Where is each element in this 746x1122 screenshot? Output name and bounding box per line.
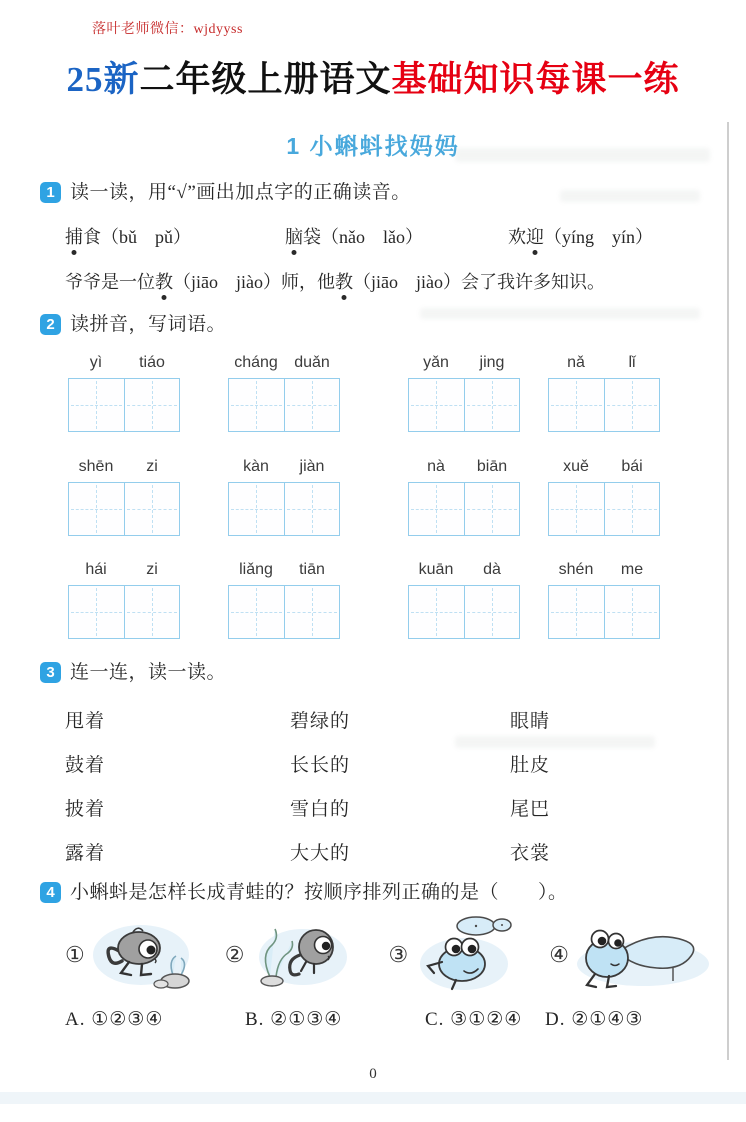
question-2-prompt: 读拼音，写词语。 (70, 314, 227, 335)
pinyin-label (548, 458, 660, 482)
dotted-character: 教 (155, 272, 173, 292)
pinyin-syllable: nǎ (567, 354, 585, 371)
writing-grid-box[interactable] (408, 585, 520, 639)
title-part-red: 基础知识每课一练 (391, 60, 680, 99)
pinyin-label (228, 458, 340, 482)
writing-cell[interactable] (284, 379, 340, 431)
match-item-left[interactable]: 露着 (65, 843, 106, 864)
question-3 (40, 660, 726, 864)
pinyin-word-group (228, 561, 340, 639)
writing-cell[interactable] (549, 379, 604, 431)
writing-cell[interactable] (124, 586, 180, 638)
match-item-right[interactable]: 尾巴 (510, 799, 551, 820)
tadpole-with-hind-legs-illustration (89, 915, 199, 995)
match-item-right[interactable]: 衣裳 (510, 843, 551, 864)
question-4-prompt: 小蝌蚪是怎样长成青蛙的？按顺序排列正确的是（ ）。 (70, 882, 568, 903)
dotted-character: 教 (334, 272, 353, 292)
dotted-character: 脑 (285, 227, 303, 247)
pinyin-syllable: tiān (299, 561, 325, 578)
title-part-black: 二年级上册语文 (139, 60, 392, 99)
pinyin-word-group (408, 458, 520, 536)
question-1 (40, 180, 726, 292)
word-pinyin-options: 食（bǔ pǔ） (83, 227, 191, 247)
writing-cell[interactable] (229, 483, 284, 535)
pinyin-syllable: kàn (243, 458, 269, 475)
pinyin-label (228, 561, 340, 585)
match-item-middle[interactable]: 雪白的 (290, 799, 351, 820)
writing-cell[interactable] (464, 379, 520, 431)
pinyin-syllable: nà (427, 458, 445, 475)
writing-cell[interactable] (284, 483, 340, 535)
pinyin-label (408, 354, 520, 378)
answer-options (40, 1008, 726, 1036)
pinyin-word-group (228, 458, 340, 536)
writing-cell[interactable] (604, 586, 660, 638)
question-1-word-row (40, 205, 726, 249)
figure-3-label: ③ (388, 941, 409, 967)
question-4-header (40, 880, 726, 905)
match-item-left[interactable]: 披着 (65, 799, 106, 820)
writing-grid-box[interactable] (228, 378, 340, 432)
pinyin-label (408, 458, 520, 482)
pinyin-word-group (548, 458, 660, 536)
question-1-sentence[interactable] (65, 268, 726, 294)
pinyin-syllable: biān (476, 458, 508, 475)
sentence-segment: （jiāo jiào）会了我许多知识。 (352, 272, 605, 292)
writing-grid-box[interactable] (228, 585, 340, 639)
scan-bottom-shadow (0, 1092, 746, 1104)
pinyin-syllable: lǐ (628, 354, 636, 371)
pinyin-label (548, 561, 660, 585)
question-1-prompt: 读一读，用“√”画出加点字的正确读音。 (70, 182, 411, 203)
match-item-middle[interactable]: 长长的 (290, 755, 351, 776)
figure-stage-2 (225, 915, 349, 995)
pinyin-syllable: liǎng (239, 561, 273, 578)
figure-stage-4 (549, 912, 713, 997)
match-item-left[interactable]: 甩着 (65, 711, 106, 732)
question-1-number-badge: 1 (40, 182, 61, 203)
pinyin-label (408, 561, 520, 585)
pinyin-syllable: shēn (78, 458, 114, 475)
lesson-title: 1 小蝌蚪找妈妈 (286, 133, 460, 159)
pinyin-label (228, 354, 340, 378)
froglet-with-lily-pads-illustration (412, 912, 527, 997)
question-3-number-badge: 3 (40, 662, 61, 683)
pinyin-label (68, 354, 180, 378)
match-item-left[interactable]: 鼓着 (65, 755, 106, 776)
match-item-right[interactable]: 肚皮 (510, 755, 551, 776)
pinyin-syllable: xuě (563, 458, 589, 475)
pinyin-syllable: dà (483, 561, 501, 578)
writing-cell[interactable] (604, 483, 660, 535)
question-3-prompt: 连一连，读一读。 (70, 662, 227, 683)
pinyin-word-group (68, 561, 180, 639)
pinyin-syllable: shén (558, 561, 594, 578)
pinyin-syllable: bái (621, 458, 643, 475)
writing-grid-box[interactable] (408, 378, 520, 432)
pinyin-word-group (548, 354, 660, 432)
question-2-header (40, 312, 726, 337)
pinyin-syllable: hái (85, 561, 107, 578)
match-item-right[interactable]: 眼睛 (510, 711, 551, 732)
pronunciation-choice-item[interactable] (285, 223, 423, 249)
pinyin-label (548, 354, 660, 378)
pinyin-syllable: jiàn (299, 458, 325, 475)
word-pinyin-options: 袋（nǎo lǎo） (303, 227, 423, 247)
question-2-number-badge: 2 (40, 314, 61, 335)
option-b[interactable]: B. ②①③④ (245, 1009, 343, 1030)
writing-grid-box[interactable] (408, 482, 520, 536)
page-title (0, 52, 746, 102)
writing-cell[interactable] (69, 483, 124, 535)
pronunciation-choice-item[interactable] (508, 223, 653, 249)
writing-cell[interactable] (409, 586, 464, 638)
pinyin-syllable: tiáo (139, 354, 165, 371)
question-3-header (40, 660, 726, 685)
writing-cell[interactable] (124, 379, 180, 431)
pinyin-word-group (68, 354, 180, 432)
pinyin-syllable: duǎn (294, 354, 330, 371)
word-pinyin-options: （yíng yín） (544, 227, 654, 247)
tadpole-with-seaweed-illustration (248, 915, 348, 995)
writing-cell[interactable] (284, 586, 340, 638)
pinyin-syllable: yì (89, 354, 103, 371)
writing-grid-box[interactable] (548, 378, 660, 432)
writing-cell[interactable] (549, 483, 604, 535)
writing-cell[interactable] (604, 379, 660, 431)
option-a[interactable]: A. ①②③④ (65, 1009, 164, 1030)
title-part-blue: 25新 (66, 60, 140, 99)
question-4-number-badge: 4 (40, 882, 61, 903)
dotted-character: 捕 (65, 227, 83, 247)
figure-4-label: ④ (549, 941, 569, 967)
page-number: 0 (369, 1066, 377, 1082)
match-item-middle[interactable]: 碧绿的 (290, 711, 351, 732)
writing-grid-box[interactable] (68, 482, 180, 536)
writing-grid-box[interactable] (68, 585, 180, 639)
writing-grid-box[interactable] (548, 482, 660, 536)
match-item-middle[interactable]: 大大的 (290, 843, 351, 864)
option-c[interactable]: C. ③①②④ (425, 1009, 523, 1030)
question-1-header (40, 180, 726, 205)
question-2 (40, 312, 726, 578)
writing-cell[interactable] (69, 586, 124, 638)
writing-cell[interactable] (464, 586, 520, 638)
writing-cell[interactable] (409, 379, 464, 431)
writing-cell[interactable] (229, 379, 284, 431)
pinyin-row-3 (40, 561, 660, 639)
pinyin-word-group (408, 354, 520, 432)
tadpole-stage-figures (65, 912, 713, 997)
pinyin-label (68, 561, 180, 585)
pinyin-syllable: me (620, 561, 644, 578)
pinyin-syllable: jing (479, 354, 505, 371)
question-4 (40, 880, 726, 1030)
figure-stage-1 (65, 915, 199, 995)
option-d[interactable]: D. ②①④③ (545, 1009, 644, 1030)
pinyin-row-1 (40, 354, 660, 432)
writing-cell[interactable] (409, 483, 464, 535)
writing-cell[interactable] (549, 586, 604, 638)
pinyin-word-group (408, 561, 520, 639)
scan-edge-line (727, 122, 729, 1060)
figure-stage-3 (388, 912, 527, 997)
pinyin-syllable: cháng (234, 354, 278, 371)
pinyin-syllable: zi (146, 561, 158, 578)
pinyin-syllable: zi (146, 458, 158, 475)
writing-cell[interactable] (464, 483, 520, 535)
page-bleed-smudge (455, 148, 710, 162)
writing-grid-box[interactable] (228, 482, 340, 536)
pinyin-syllable: kuān (418, 561, 454, 578)
writing-cell[interactable] (229, 586, 284, 638)
writing-cell[interactable] (69, 379, 124, 431)
dotted-character: 迎 (526, 227, 544, 247)
pronunciation-choice-item[interactable] (65, 223, 191, 249)
pinyin-word-group (228, 354, 340, 432)
sentence-segment: 爷爷是一位 (65, 272, 155, 292)
figure-1-label: ① (65, 941, 85, 967)
wechat-note: 落叶老师微信：wjdyyss (92, 22, 243, 37)
writing-grid-box[interactable] (68, 378, 180, 432)
word-text: 欢 (508, 227, 526, 247)
pinyin-word-group (68, 458, 180, 536)
frog-with-tail-illustration (573, 912, 713, 997)
writing-grid-box[interactable] (548, 585, 660, 639)
figure-2-label: ② (224, 941, 245, 967)
pinyin-word-group (548, 561, 660, 639)
matching-grid (65, 708, 550, 867)
pinyin-syllable: yǎn (423, 354, 449, 371)
writing-cell[interactable] (124, 483, 180, 535)
pinyin-label (68, 458, 180, 482)
pinyin-row-2 (40, 458, 660, 536)
sentence-segment: （jiāo jiào）师，他 (173, 272, 335, 292)
